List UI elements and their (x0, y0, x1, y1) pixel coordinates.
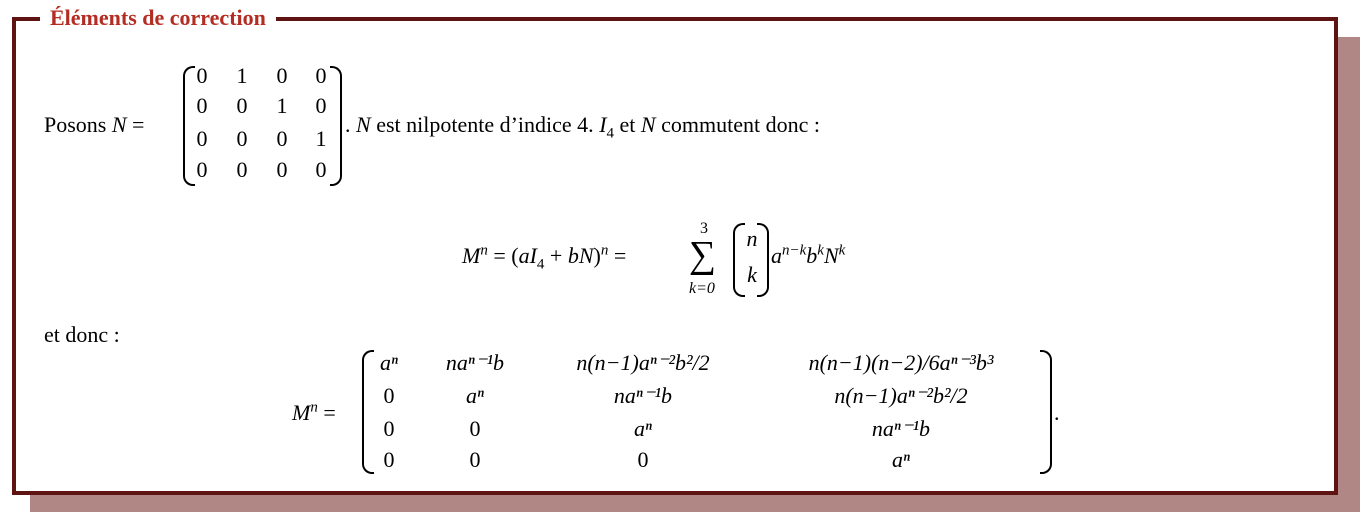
matrix-n-cell: 0 (236, 93, 248, 118)
line1-suffix: . N est nilpotente d’indice 4. $I_4$ et N commutent donc : (345, 112, 820, 142)
matrix-mn-cell: aⁿ (634, 416, 652, 441)
matrix-n-cell: 0 (315, 63, 327, 88)
matrix-n-cell: 1 (315, 126, 327, 151)
matrix-mn-cell: n(n−1)aⁿ⁻²b²/2 (576, 350, 710, 375)
matrix-mn-right-paren (1040, 350, 1052, 474)
matrix-n-cell: 0 (276, 126, 288, 151)
box-title: Éléments de correction (40, 2, 276, 34)
matrix-n-cell: 0 (276, 63, 288, 88)
matrix-n-cell: 1 (236, 63, 248, 88)
et-donc-text: et donc : (44, 322, 120, 347)
matrix-mn-cell: 0 (637, 447, 649, 472)
matrix-mn-cell: n(n−1)(n−2)/6aⁿ⁻³b³ (808, 350, 994, 375)
matrix-n-cell: 1 (276, 93, 288, 118)
binomial-top: n (746, 226, 758, 251)
matrix-n-cell: 0 (315, 157, 327, 182)
matrix-mn-cell: 0 (383, 383, 395, 408)
matrix-n-cell: 0 (196, 157, 208, 182)
equation-end-period: . (1054, 400, 1060, 425)
equation-binomial-rhs: $a^{n-k}b^kN^k$ (771, 242, 846, 268)
matrix-n-cell: 0 (196, 126, 208, 151)
matrix-mn-cell: naⁿ⁻¹b (871, 416, 931, 441)
equation-binomial-lhs: $M^n = (aI_4 + bN)^n$ = (462, 242, 627, 273)
matrix-n-cell: 0 (276, 157, 288, 182)
matrix-mn-cell: aⁿ (892, 447, 910, 472)
matrix-n-cell: 0 (196, 93, 208, 118)
matrix-n-cell: 0 (236, 157, 248, 182)
matrix-n-cell: 0 (196, 63, 208, 88)
matrix-n-cell: 0 (236, 126, 248, 151)
binomial-bottom: k (747, 262, 757, 287)
sum-sign: ∑ (689, 234, 717, 276)
matrix-mn-cell: naⁿ⁻¹b (445, 350, 505, 375)
matrix-mn-cell: aⁿ (380, 350, 398, 375)
matrix-mn-cell: aⁿ (466, 383, 484, 408)
sum-upper-bound: 3 (700, 220, 708, 237)
matrix-mn-cell: 0 (383, 416, 395, 441)
matrix-mn-cell: 0 (383, 447, 395, 472)
matrix-n-cell: 0 (315, 93, 327, 118)
matrix-n-right-paren (330, 66, 342, 186)
matrix-mn-cell: 0 (469, 416, 481, 441)
matrix-mn-cell: n(n−1)aⁿ⁻²b²/2 (834, 383, 968, 408)
line1-prefix: Posons N = (44, 112, 145, 137)
matrix-mn-cell: 0 (469, 447, 481, 472)
matrix-mn-cell: naⁿ⁻¹b (613, 383, 673, 408)
sum-lower-bound: k=0 (689, 280, 715, 297)
equation-mn-lhs: $M^n$ = (292, 399, 336, 425)
